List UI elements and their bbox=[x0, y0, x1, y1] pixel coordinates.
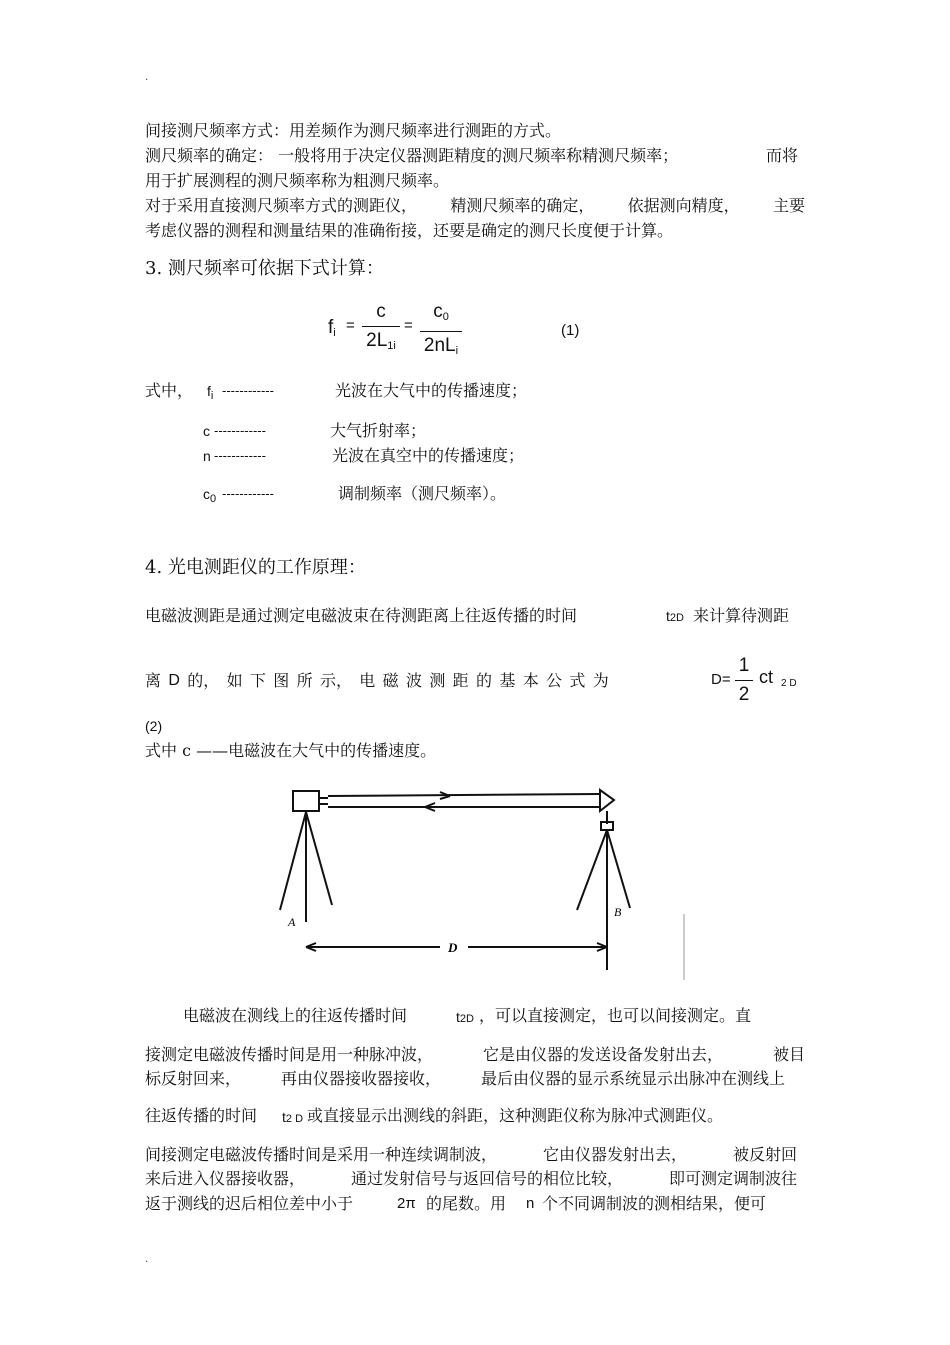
paragraph-line-7-mid: 的尾数。用 bbox=[426, 1194, 507, 1213]
fraction-denominator-text: 2nL bbox=[423, 335, 456, 356]
section-4-line-1-t bbox=[666, 603, 684, 631]
def-symbol-c: c bbox=[203, 423, 210, 439]
formula-2-subscript: 2 D bbox=[781, 678, 797, 689]
word: 图 bbox=[273, 671, 290, 690]
paragraph-line-2 bbox=[145, 1042, 805, 1068]
paragraph-line-7-pi: 2π bbox=[397, 1195, 416, 1212]
formula-2-number: (2) bbox=[145, 718, 163, 734]
fraction-numerator: 1 bbox=[738, 655, 750, 676]
word: D bbox=[168, 672, 180, 689]
formula-subscript: i bbox=[333, 327, 336, 339]
paragraph-line-7: 返于测线的迟后相位差中小于 bbox=[145, 1194, 354, 1213]
time-subscript: 2 D bbox=[285, 1113, 304, 1125]
formula-1-fraction-1 bbox=[362, 300, 400, 358]
fraction-denominator-text: 2L bbox=[366, 330, 388, 351]
def-symbol: f bbox=[207, 383, 211, 399]
def-dashes-2: ------------ bbox=[214, 423, 266, 438]
fraction-numerator-subscript: 0 bbox=[442, 311, 449, 323]
formula-2-ct: ct bbox=[759, 667, 774, 687]
time-subscript: 2D bbox=[459, 1013, 474, 1025]
text-segment: 间接测定电磁波传播时间是采用一种连续调制波， bbox=[145, 1145, 498, 1164]
section-4-line-1-tail: 来计算待测距 bbox=[693, 606, 790, 625]
word: 示， bbox=[319, 671, 352, 690]
paragraph-line-3 bbox=[145, 1066, 785, 1092]
text-segment: 它由仪器发射出去， bbox=[542, 1145, 687, 1164]
page-mark-bottom: . bbox=[145, 1254, 149, 1265]
text-segment: 精测尺频率的确定， bbox=[450, 196, 595, 215]
word: 所 bbox=[296, 671, 313, 690]
paragraph-line-1: 电磁波在测线上的往返传播时间 bbox=[183, 1006, 408, 1025]
paragraph-line-4: 往返传播的时间 bbox=[145, 1106, 258, 1125]
where-c-line: 式中 c ——电磁波在大气中的传播速度。 bbox=[145, 741, 437, 760]
text-segment: 来后进入仪器接收器， bbox=[145, 1169, 306, 1188]
formula-symbol: f bbox=[328, 317, 334, 338]
def-desc-1: 光波在大气中的传播速度； bbox=[335, 381, 528, 400]
def-subscript: 0 bbox=[210, 493, 217, 505]
formula-1-number: (1) bbox=[561, 322, 580, 339]
formula-1-equals-a: = bbox=[346, 317, 355, 334]
fraction-numerator-text: c bbox=[433, 301, 443, 322]
fraction-bar bbox=[735, 680, 753, 681]
text-segment: 通过发射信号与返回信号的相位比较， bbox=[350, 1169, 623, 1188]
intro-paragraph-3-line-2: 考虑仪器的测程和测量结果的准确衔接，还要是确定的测尺长度便于计算。 bbox=[145, 221, 674, 240]
def-dashes-4: ------------ bbox=[222, 486, 274, 501]
label-b: B bbox=[614, 905, 622, 919]
formula-1-lhs bbox=[328, 317, 336, 339]
time-subscript: 2D bbox=[669, 612, 684, 624]
def-symbol-c0 bbox=[203, 481, 216, 512]
fraction-denominator-subscript: i bbox=[455, 345, 459, 357]
beam-outgoing bbox=[328, 794, 600, 796]
intro-paragraph-3-line-1 bbox=[145, 193, 805, 219]
formula-2-fraction bbox=[735, 654, 753, 707]
word: 距 bbox=[452, 671, 469, 690]
paragraph-line-7-tail: 个不同调制波的测相结果，便可 bbox=[542, 1194, 767, 1213]
def-desc-3: 光波在真空中的传播速度； bbox=[332, 446, 525, 465]
paragraph-line-4-tail: 或直接显示出测线的斜距，这种测距仪称为脉冲式测距仪。 bbox=[307, 1106, 724, 1125]
paragraph-line-7-n: n bbox=[526, 1195, 535, 1212]
section-4-heading: 4. 光电测距仪的工作原理： bbox=[145, 557, 366, 578]
formula-1-equals-b: = bbox=[404, 317, 413, 334]
paragraph-line-1-t bbox=[456, 1004, 474, 1032]
instrument-lens bbox=[319, 798, 328, 804]
label-d: D bbox=[448, 940, 458, 955]
word: 本 bbox=[522, 671, 539, 690]
word: 的 bbox=[476, 671, 493, 690]
word: 如 bbox=[226, 671, 243, 690]
intro-paragraph-2-line-1: 测尺频率的确定： 一般将用于决定仪器测距精度的测尺频率称精测尺频率； bbox=[145, 146, 679, 165]
reflector-prism bbox=[600, 790, 614, 811]
time-symbol: t bbox=[282, 1109, 286, 1125]
word: 式 bbox=[569, 671, 586, 690]
word: 离 bbox=[145, 671, 162, 690]
text-segment: 再由仪器接收器接收， bbox=[280, 1069, 441, 1088]
label-a: A bbox=[288, 915, 296, 929]
def-dashes-3: ------------ bbox=[214, 448, 266, 463]
word: 电 bbox=[359, 671, 376, 690]
def-desc-4: 调制频率（测尺频率）。 bbox=[338, 484, 507, 503]
fraction-denominator-subscript: 1i bbox=[387, 340, 396, 352]
fraction-denominator bbox=[420, 334, 462, 363]
text-segment: 主要 bbox=[772, 196, 805, 215]
def-symbol-n: n bbox=[203, 448, 211, 464]
where-label: 式中， bbox=[145, 381, 194, 400]
text-segment: 即可测定调制波往 bbox=[668, 1169, 797, 1188]
fraction-denominator bbox=[362, 329, 400, 358]
text-segment: 被反射回 bbox=[732, 1145, 797, 1164]
def-subscript: i bbox=[210, 390, 214, 402]
formula-2-lhs: D= bbox=[711, 671, 731, 688]
intro-paragraph-2-line-1-tail: 而将 bbox=[766, 146, 799, 165]
def-symbol: c bbox=[203, 486, 210, 502]
instrument-box bbox=[293, 791, 319, 811]
rangefinder-diagram bbox=[270, 780, 690, 980]
paragraph-line-1-tail: ，可以直接测定，也可以间接测定。直 bbox=[479, 1006, 752, 1025]
text-segment: 对于采用直接测尺频率方式的测距仪， bbox=[145, 196, 418, 215]
fraction-numerator-text: c bbox=[376, 301, 386, 322]
word: 测 bbox=[429, 671, 446, 690]
paragraph-line-4-t bbox=[282, 1104, 303, 1132]
word: 下 bbox=[249, 671, 266, 690]
text-segment: 依据测向精度， bbox=[627, 196, 740, 215]
word: 基 bbox=[499, 671, 516, 690]
fraction-numerator bbox=[362, 300, 400, 324]
word: 磁 bbox=[382, 671, 399, 690]
def-dashes-1: ------------ bbox=[222, 383, 274, 398]
text-segment: 它是由仪器的发送设备发射出去， bbox=[482, 1045, 723, 1064]
formula-1-fraction-2 bbox=[420, 300, 462, 363]
paragraph-line-5 bbox=[145, 1142, 797, 1168]
word: 的， bbox=[187, 671, 220, 690]
text-segment: 最后由仪器的显示系统显示出脉冲在测线上 bbox=[480, 1069, 785, 1088]
tripod-a bbox=[280, 812, 332, 922]
section-4-line-1: 电磁波测距是通过测定电磁波束在待测距离上往返传播的时间 bbox=[145, 606, 578, 625]
def-desc-2: 大气折射率； bbox=[330, 421, 427, 440]
word: 波 bbox=[405, 671, 422, 690]
intro-paragraph-1: 间接测尺频率方式：用差频作为测尺频率进行测距的方式。 bbox=[145, 121, 562, 140]
time-symbol: t bbox=[456, 1009, 460, 1025]
paragraph-line-6 bbox=[145, 1166, 797, 1192]
text-segment: 被目 bbox=[772, 1045, 805, 1064]
intro-paragraph-2-line-2: 用于扩展测程的测尺频率称为粗测尺频率。 bbox=[145, 171, 450, 190]
fraction-numerator bbox=[420, 300, 462, 329]
fraction-denominator: 2 bbox=[738, 684, 750, 705]
word: 为 bbox=[592, 671, 609, 690]
def-symbol-fi bbox=[207, 378, 213, 409]
fraction-bar bbox=[362, 326, 400, 327]
page-mark-top: . bbox=[145, 72, 149, 83]
section-3-heading: 3. 测尺频率可依据下式计算： bbox=[145, 258, 384, 279]
fraction-bar bbox=[420, 331, 462, 332]
text-segment: 接测定电磁波传播时间是用一种脉冲波， bbox=[145, 1045, 434, 1064]
section-4-line-2 bbox=[145, 668, 609, 694]
word: 公 bbox=[546, 671, 563, 690]
text-segment: 标反射回来， bbox=[145, 1069, 242, 1088]
time-symbol: t bbox=[666, 608, 670, 624]
